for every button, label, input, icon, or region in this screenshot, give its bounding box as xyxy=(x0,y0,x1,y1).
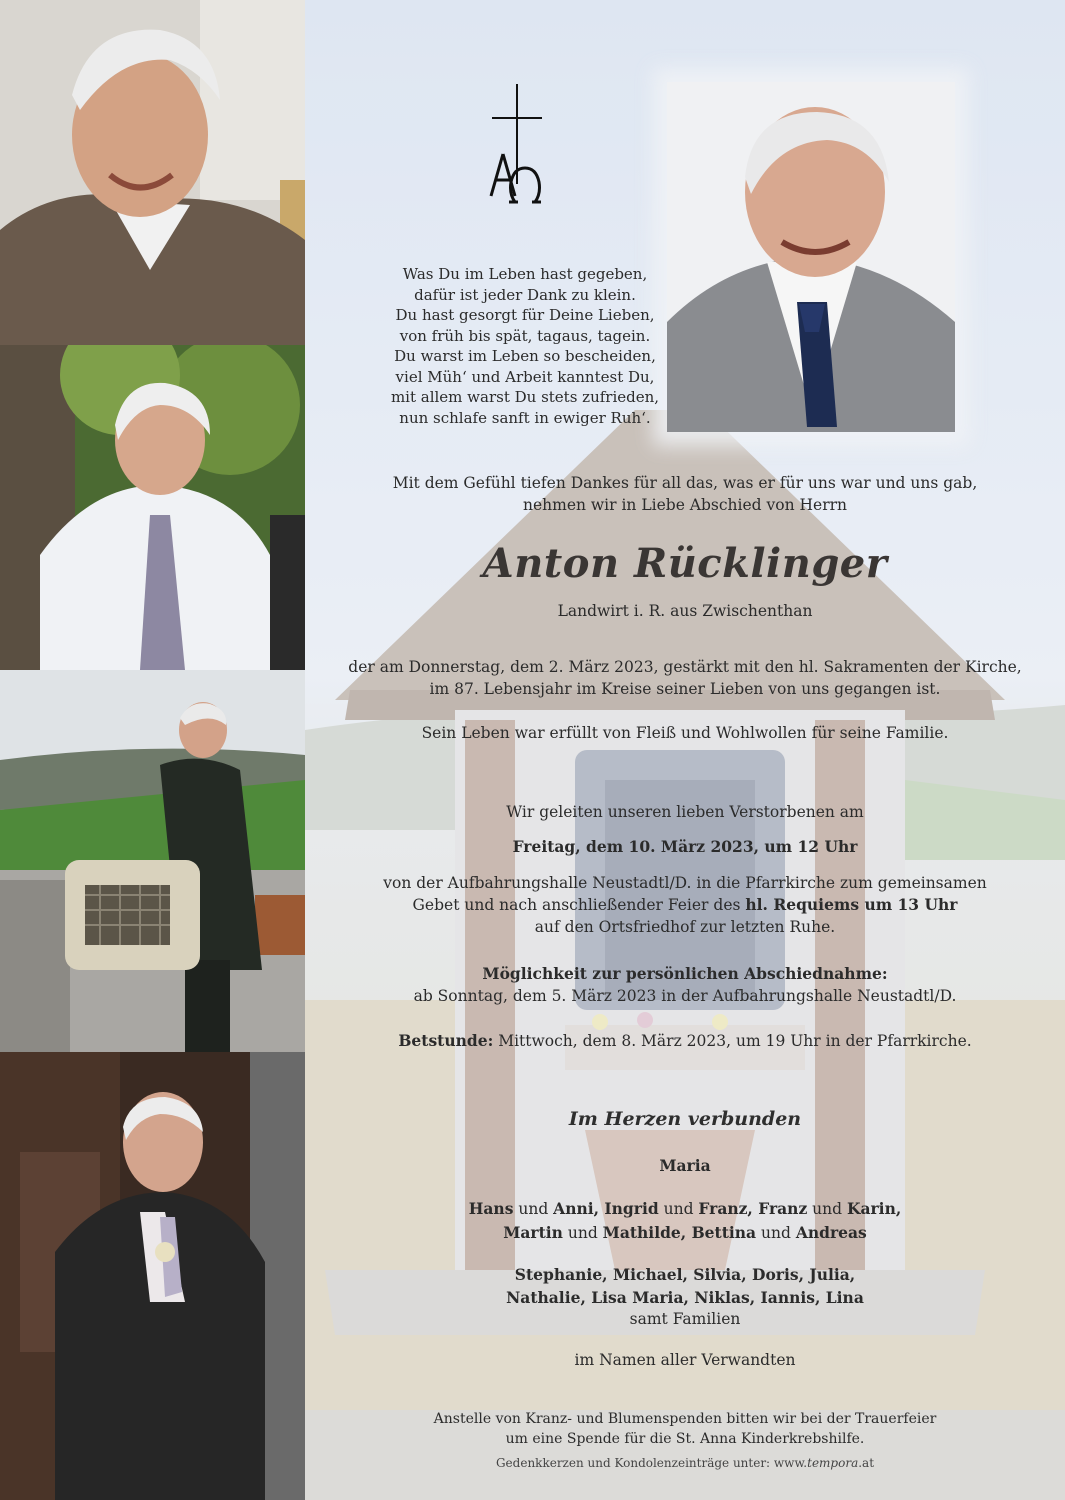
death-notice xyxy=(305,656,1065,700)
poem-line: Du warst im Leben so bescheiden, xyxy=(394,347,656,365)
funeral-intro: Wir geleiten unseren lieben Verstorbenen am xyxy=(506,803,864,821)
poem-line: nun schlafe sanft in ewiger Ruh‘. xyxy=(399,408,651,427)
photo-garden-shirt-tie xyxy=(0,345,305,670)
connector-text: und xyxy=(807,1200,847,1218)
deceased-subtitle: Landwirt i. R. aus Zwischenthan xyxy=(557,602,813,620)
poem-line: dafür ist jeder Dank zu klein. xyxy=(414,285,636,304)
donation-line: um eine Spende für die St. Anna Kinderkrebshilfe. xyxy=(505,1431,865,1447)
connector-text: und xyxy=(562,1224,603,1242)
children-line xyxy=(305,1221,1065,1245)
route-text: Gebet und nach anschließender Feier des xyxy=(412,896,746,914)
website-brand: tempora xyxy=(807,1456,859,1470)
mourner-name: Karin, xyxy=(847,1199,902,1218)
connector-text: und xyxy=(658,1200,699,1218)
connector-text: und xyxy=(513,1200,554,1218)
grandchildren-line: Nathalie, Lisa Maria, Niklas, Iannis, Lina xyxy=(506,1288,864,1307)
grandchildren-list xyxy=(305,1263,1065,1309)
condolence-website xyxy=(305,1453,1065,1474)
farewell-info xyxy=(305,963,1065,1007)
donation-line: Anstelle von Kranz- und Blumenspenden bitten wir bei der Trauerfeier xyxy=(433,1411,937,1427)
death-line: im 87. Lebensjahr im Kreise seiner Lieben von uns gegangen ist. xyxy=(429,680,941,698)
intro-text xyxy=(305,472,1065,516)
poem xyxy=(365,264,685,428)
families-text: samt Familien xyxy=(629,1310,741,1328)
relatives-text: im Namen aller Verwandten xyxy=(574,1351,796,1369)
mourner-name: Anni, Ingrid xyxy=(553,1199,659,1218)
photo-pet-carrier xyxy=(0,670,305,1052)
children-list xyxy=(305,1197,1065,1245)
mourner-name: Franz, Franz xyxy=(698,1199,808,1218)
route-line: auf den Ortsfriedhof zur letzten Ruhe. xyxy=(534,918,836,936)
funeral-date: Freitag, dem 10. März 2023, um 12 Uhr xyxy=(512,837,858,856)
prayer-hour xyxy=(305,1031,1065,1052)
farewell-title: Möglichkeit zur persönlichen Abschiednahme: xyxy=(482,964,888,983)
life-statement: Sein Leben war erfüllt von Fleiß und Wohlwollen für seine Familie. xyxy=(421,724,949,742)
mourner-name: Mathilde, Bettina xyxy=(602,1223,757,1242)
grandchildren-line: Stephanie, Michael, Silvia, Doris, Julia, xyxy=(514,1265,856,1284)
farewell-text: ab Sonntag, dem 5. März 2023 in der Aufbahrungshalle Neustadtl/D. xyxy=(413,987,957,1005)
poem-line: von früh bis spät, tagaus, tagein. xyxy=(399,326,651,345)
website-suffix: .at xyxy=(858,1456,875,1470)
mourner-name: Martin xyxy=(503,1223,563,1242)
prayer-label: Betstunde: xyxy=(398,1031,494,1050)
website-prefix: Gedenkkerzen und Kondolenzeinträge unter: www. xyxy=(495,1456,808,1470)
portrait-photo xyxy=(667,82,955,432)
connector-text: und xyxy=(756,1224,796,1242)
route-line xyxy=(305,894,1065,916)
prayer-text: Mittwoch, dem 8. März 2023, um 19 Uhr in der Pfarrkirche. xyxy=(493,1032,972,1050)
intro-line: Mit dem Gefühl tiefen Dankes für all das, was er für uns war und uns gab, xyxy=(392,474,978,492)
photo-smiling-sweater xyxy=(0,0,305,345)
cross-icon xyxy=(485,84,551,214)
deceased-name: Anton Rücklinger xyxy=(482,540,888,587)
mourner-name: Hans xyxy=(468,1199,514,1218)
mourner-name: Andreas xyxy=(795,1223,867,1242)
donation-request xyxy=(305,1409,1065,1449)
children-line xyxy=(305,1197,1065,1221)
spouse-name: Maria xyxy=(659,1156,711,1175)
mourners-heading: Im Herzen verbunden xyxy=(568,1108,802,1130)
photo-suit-boutonniere xyxy=(0,1052,305,1500)
requiem-time: hl. Requiems um 13 Uhr xyxy=(745,895,958,914)
intro-line: nehmen wir in Liebe Abschied von Herrn xyxy=(523,496,847,514)
death-line: der am Donnerstag, dem 2. März 2023, gestärkt mit den hl. Sakramenten der Kirche, xyxy=(348,658,1022,676)
route-line: von der Aufbahrungshalle Neustadtl/D. in die Pfarrkirche zum gemeinsamen xyxy=(383,874,987,892)
funeral-route xyxy=(305,872,1065,938)
poem-line: Was Du im Leben hast gegeben, xyxy=(402,265,648,283)
obituary-panel xyxy=(305,0,1065,1500)
poem-line: Du hast gesorgt für Deine Lieben, xyxy=(395,306,655,324)
poem-line: mit allem warst Du stets zufrieden, xyxy=(390,388,660,406)
poem-line: viel Müh‘ und Arbeit kanntest Du, xyxy=(395,367,655,386)
